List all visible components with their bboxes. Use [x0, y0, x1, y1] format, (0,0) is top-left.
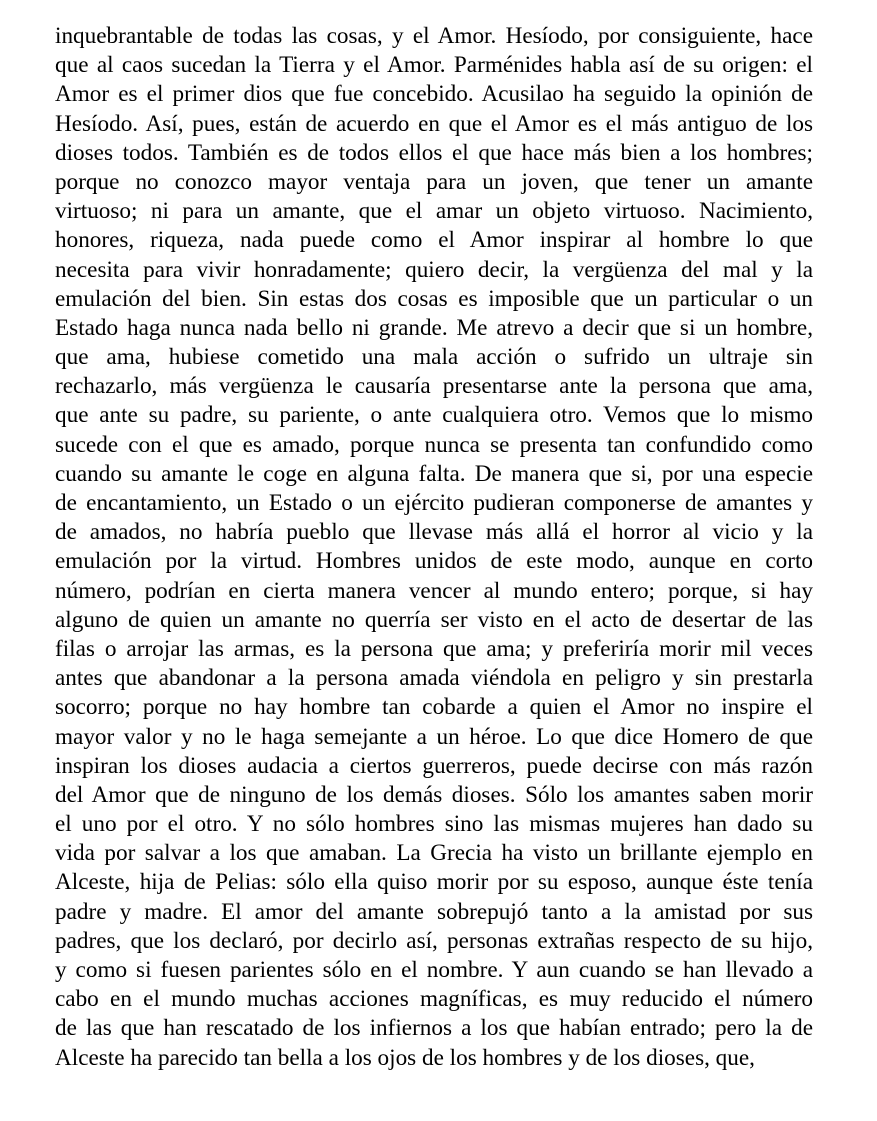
text-line: virtuoso; ni para un amante, que el amar un objeto virtuoso. Nacimiento, [55, 198, 813, 225]
text-line: y como si fuesen parientes sólo en el nombre. Y aun cuando se han llevado a [55, 957, 813, 983]
text-line: alguno de quien un amante no querría ser visto en el acto de desertar de las [55, 606, 813, 633]
text-line: que ante su padre, su pariente, o ante cualquiera otro. Vemos que lo mismo [55, 402, 813, 429]
text-line: número, podrían en cierta manera vencer al mundo entero; porque, si hay [55, 577, 813, 604]
text-line: mayor valor y no le haga semejante a un héroe. Lo que dice Homero de que [55, 723, 813, 750]
text-line: rechazarlo, más vergüenza le causaría presentarse ante la persona que ama, [55, 373, 813, 400]
text-line: del Amor que de ninguno de los demás dioses. Sólo los amantes saben morir [55, 781, 813, 808]
text-line: filas o arrojar las armas, es la persona que ama; y preferiría morir mil veces [55, 635, 813, 662]
text-line: Alceste ha parecido tan bella a los ojos de los hombres y de los dioses, que, [55, 1044, 755, 1071]
text-line: inquebrantable de todas las cosas, y el Amor. Hesíodo, por consiguiente, hace [55, 23, 813, 49]
text-line: antes que abandonar a la persona amada viéndola en peligro y sin prestarla [55, 665, 813, 692]
text-line: Amor es el primer dios que fue concebido. Acusilao ha seguido la opinión de [55, 81, 813, 108]
text-line: que al caos sucedan la Tierra y el Amor. Parménides habla así de su origen: el [55, 52, 813, 79]
text-line: inspiran los dioses audacia a ciertos guerreros, puede decirse con más razón [55, 752, 813, 779]
text-line: padre y madre. El amor del amante sobrepujó tanto a la amistad por sus [55, 898, 813, 925]
text-line: cabo en el mundo muchas acciones magníficas, es muy reducido el número [55, 986, 813, 1013]
text-line: vida por salvar a los que amaban. La Grecia ha visto un brillante ejemplo en [55, 840, 813, 867]
text-line: porque no conozco mayor ventaja para un joven, que tener un amante [55, 168, 813, 195]
text-line: cuando su amante le coge en alguna falta. De manera que si, por una especie [55, 460, 813, 487]
text-line: emulación por la virtud. Hombres unidos de este modo, aunque en corto [55, 548, 813, 575]
text-line: Estado haga nunca nada bello ni grande. Me atrevo a decir que si un hombre, [55, 314, 813, 341]
text-line: dioses todos. También es de todos ellos el que hace más bien a los hombres; [55, 139, 813, 166]
text-line: Alceste, hija de Pelias: sólo ella quiso morir por su esposo, aunque éste tenía [55, 869, 813, 896]
text-line: necesita para vivir honradamente; quiero decir, la vergüenza del mal y la [55, 256, 813, 283]
text-line: de encantamiento, un Estado o un ejército pudieran componerse de amantes y [55, 490, 813, 516]
text-line: Hesíodo. Así, pues, están de acuerdo en que el Amor es el más antiguo de los [55, 110, 813, 137]
text-line: sucede con el que es amado, porque nunca se presenta tan confundido como [55, 431, 813, 458]
text-line: el uno por el otro. Y no sólo hombres sino las mismas mujeres han dado su [55, 811, 813, 838]
document-page [55, 22, 813, 1073]
text-line: emulación del bien. Sin estas dos cosas es imposible que un particular o un [55, 285, 813, 312]
text-line: honores, riqueza, nada puede como el Amor inspirar al hombre lo que [55, 227, 813, 254]
text-line: socorro; porque no hay hombre tan cobarde a quien el Amor no inspire el [55, 694, 813, 721]
text-line: padres, que los declaró, por decirlo así, personas extrañas respecto de su hijo, [55, 927, 813, 954]
text-line: de las que han rescatado de los infiernos a los que habían entrado; pero la de [55, 1015, 813, 1042]
text-line: de amados, no habría pueblo que llevase más allá el horror al vicio y la [55, 519, 813, 546]
text-line: que ama, hubiese cometido una mala acción o sufrido un ultraje sin [55, 344, 813, 371]
